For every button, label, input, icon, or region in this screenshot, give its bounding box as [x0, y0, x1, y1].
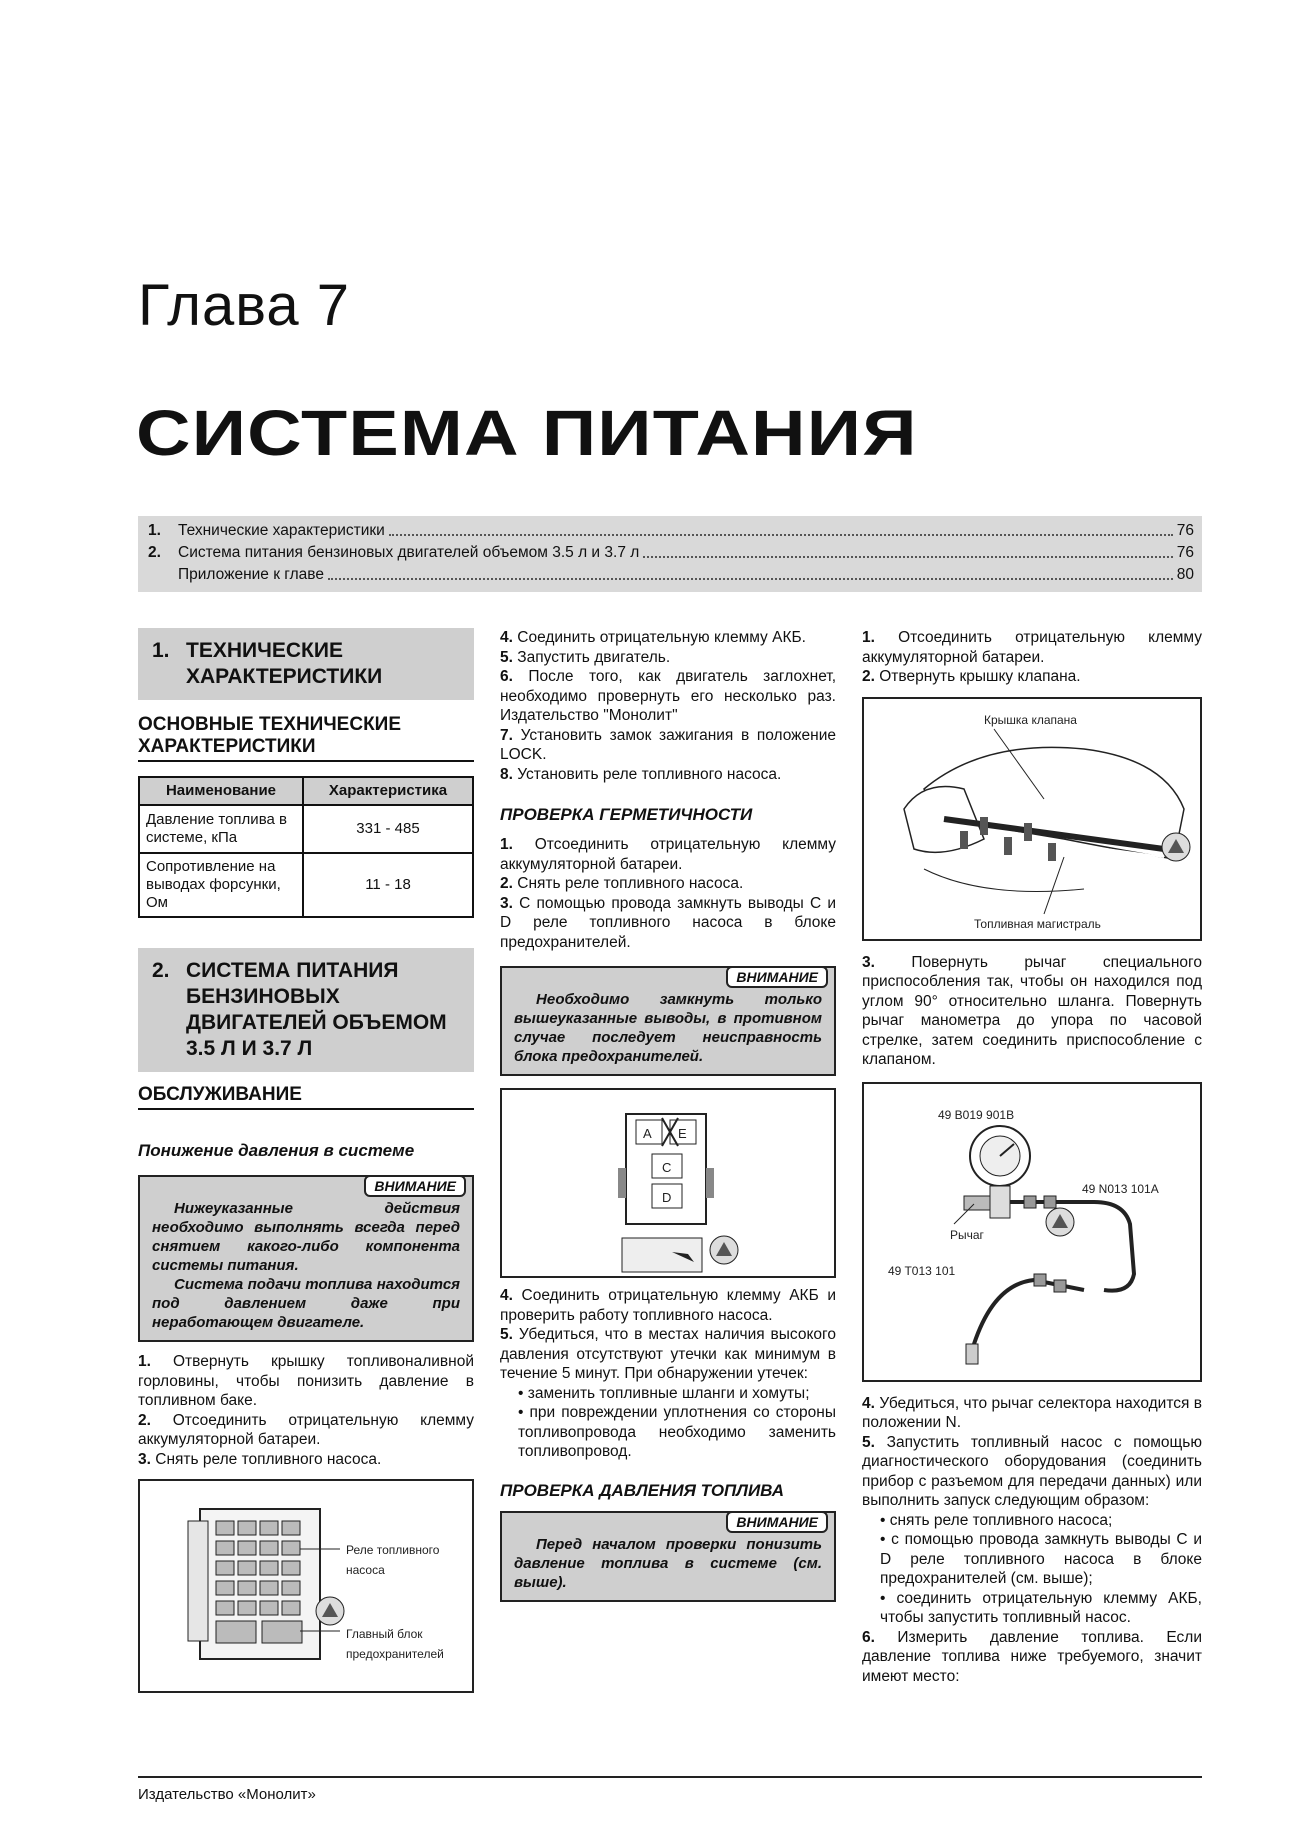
section-title: ТЕХНИЧЕСКИЕ ХАРАКТЕРИСТИКИ: [186, 639, 383, 688]
section-number: 1.: [152, 639, 170, 662]
warning-label: ВНИМАНИЕ: [364, 1175, 466, 1197]
table-header: Наименование: [139, 777, 303, 805]
list-item: • заменить топливные шланги и хомуты;: [518, 1384, 810, 1402]
warning-text: Нижеуказанные действия необходимо выполнять всегда перед снятием какого-либо компонента системы питания.: [152, 1200, 460, 1274]
step: 2. Отвернуть крышку клапана.: [862, 668, 1081, 685]
spec-table: [138, 776, 474, 918]
column-2: [500, 628, 836, 1602]
toc-page: 76: [1176, 544, 1194, 561]
table-row: [139, 853, 473, 917]
step: 1. Отвернуть крышку топливоналивной горловины, чтобы понизить давление в топливном баке.: [138, 1353, 475, 1409]
footer-divider: [138, 1776, 1202, 1778]
subhead-service: ОБСЛУЖИВАНИЕ: [138, 1084, 474, 1110]
section-1-header: [138, 628, 474, 700]
subhead-specs: ОСНОВНЫЕ ТЕХНИЧЕСКИЕ ХАРАКТЕРИСТИКИ: [138, 714, 474, 762]
warning-box: [500, 1511, 836, 1602]
warning-text: Система подачи топлива находится под давлением даже при неработающем двигателе.: [152, 1276, 460, 1331]
toc-row[interactable]: [148, 520, 1194, 540]
toc-title: Система питания бензиновых двигателей объемом 3.5 л и 3.7 л: [178, 544, 640, 561]
toc-num: 1.: [148, 522, 161, 539]
step: 6. Измерить давление топлива. Если давление топлива ниже требуемого, значит имеют место:: [862, 1628, 1202, 1685]
step: 1. Отсоединить отрицательную клемму аккумуляторной батареи.: [500, 836, 836, 873]
step: 4. Убедиться, что рычаг селектора находится в положении N.: [862, 1394, 1202, 1431]
warning-box: [138, 1175, 474, 1342]
warning-text: Перед началом проверки понизить давление топлива в системе (см. выше).: [514, 1535, 822, 1591]
table-cell: 11 - 18: [303, 853, 473, 917]
relay-letter: D: [662, 1190, 672, 1205]
warning-label: ВНИМАНИЕ: [726, 966, 828, 988]
toc-row[interactable]: [148, 564, 1194, 584]
section-number: 2.: [152, 959, 170, 982]
step: 8. Установить реле топливного насоса.: [500, 765, 782, 783]
relay-drawing: [502, 1090, 836, 1276]
figure-label: 49 B019 901B: [938, 1107, 1015, 1122]
figure-pressure-gauge: [862, 1082, 1202, 1382]
toc-title: Технические характеристики: [178, 522, 385, 539]
footer-publisher: Издательство «Монолит»: [138, 1786, 316, 1803]
column-1: [138, 628, 474, 1693]
figure-label: Главный блок предохранителей: [346, 1627, 444, 1661]
relay-letter: A: [643, 1126, 652, 1141]
section-2-header: [138, 948, 474, 1072]
step: 2. Снять реле топливного насоса.: [500, 875, 744, 892]
toc-page: 80: [1176, 566, 1194, 583]
list-item: • снять реле топливного насоса;: [880, 1511, 1113, 1529]
figure-label: Крышка клапана: [984, 712, 1077, 727]
valve-cover-drawing: [864, 699, 1202, 939]
table-cell: 331 - 485: [303, 805, 473, 853]
column-3: [862, 628, 1202, 1686]
relay-letter: E: [678, 1126, 687, 1141]
table-cell: Сопротивление на выводах форсунки, Ом: [139, 853, 303, 917]
section-title: СИСТЕМА ПИТАНИЯ БЕНЗИНОВЫХ ДВИГАТЕЛЕЙ ОБЪЕМОМ 3.5 Л И 3.7 Л: [186, 959, 447, 1060]
figure-fuse-box: [138, 1479, 474, 1693]
list-item: • соединить отрицательную клемму АКБ, чтобы запустить топливный насос.: [880, 1589, 1202, 1626]
step: 5. Убедиться, что в местах наличия высокого давления отсутствуют утечки как минимум в течение 5 минут. При обнаружении утечек:: [500, 1326, 836, 1382]
step: 3. Снять реле топливного насоса.: [138, 1450, 382, 1468]
chapter-title: Глава 7: [138, 273, 351, 338]
step: 4. Соединить отрицательную клемму АКБ и проверить работу топливного насоса.: [500, 1287, 836, 1324]
step: 1. Отсоединить отрицательную клемму аккумуляторной батареи.: [862, 629, 1202, 666]
toc-row[interactable]: [148, 542, 1194, 562]
figure-label: 49 T013 101: [888, 1263, 956, 1278]
step: 3. С помощью провода замкнуть выводы C и D реле топливного насоса в блоке предохранителей.: [500, 894, 836, 951]
figure-label: 49 N013 101A: [1082, 1181, 1159, 1196]
toc-title: Приложение к главе: [178, 566, 324, 583]
table-of-contents: [138, 516, 1202, 592]
subhead-fuel: ПРОВЕРКА ДАВЛЕНИЯ ТОПЛИВА: [500, 1480, 785, 1500]
warning-label: ВНИМАНИЕ: [726, 1511, 828, 1533]
toc-num: 2.: [148, 544, 161, 561]
step: 5. Запустить двигатель.: [500, 648, 671, 666]
list-item: • с помощью провода замкнуть выводы C и D реле топливного насоса в блоке предохранителей (см. выше);: [880, 1531, 1203, 1587]
step: 2. Отсоединить отрицательную клемму аккумуляторной батареи.: [138, 1411, 474, 1448]
list-item: • при повреждении уплотнения со стороны топливопровода необходимо заменить топливопровод.: [518, 1404, 836, 1460]
figure-relay: [500, 1088, 836, 1278]
warning-text: Необходимо замкнуть только вышеуказанные выводы, в противном случае последует неисправность блока предохранителей.: [514, 991, 822, 1065]
subhead-leak: ПРОВЕРКА ГЕРМЕТИЧНОСТИ: [500, 805, 753, 824]
warning-box: [500, 966, 836, 1076]
table-header: Характеристика: [303, 777, 473, 805]
pressure-gauge-drawing: [864, 1084, 1202, 1380]
subhead-pressure: Понижение давления в системе: [138, 1141, 415, 1160]
step: 6. После того, как двигатель заглохнет, необходимо провернуть его несколько раз. Издательство "Монолит": [500, 668, 836, 724]
step: 7. Установить замок зажигания в положение LOCK.: [500, 726, 837, 763]
table-row: [139, 805, 473, 853]
table-cell: Давление топлива в системе, кПа: [139, 805, 303, 853]
relay-letter: C: [662, 1160, 672, 1175]
figure-label: Рычаг: [950, 1227, 984, 1242]
step: 3. Повернуть рычаг специального приспособления так, чтобы он находился под углом 90° относительно шланга. Повернуть рычаг манометра до упора по часовой стрелке, затем соединить приспособление с клапаном.: [862, 953, 1202, 1068]
toc-page: 76: [1176, 522, 1194, 539]
figure-valve-cover: [862, 697, 1202, 941]
step: 5. Запустить топливный насос с помощью диагностического оборудования (соединить прибор с разъемом для передачи данных) или выполнить запуск следующим образом:: [862, 1433, 1203, 1509]
figure-label: Реле топливного насоса: [346, 1543, 440, 1577]
figure-label: Топливная магистраль: [974, 916, 1101, 931]
step: 4. Соединить отрицательную клемму АКБ.: [500, 629, 806, 646]
main-title: СИСТЕМА ПИТАНИЯ: [136, 397, 918, 469]
